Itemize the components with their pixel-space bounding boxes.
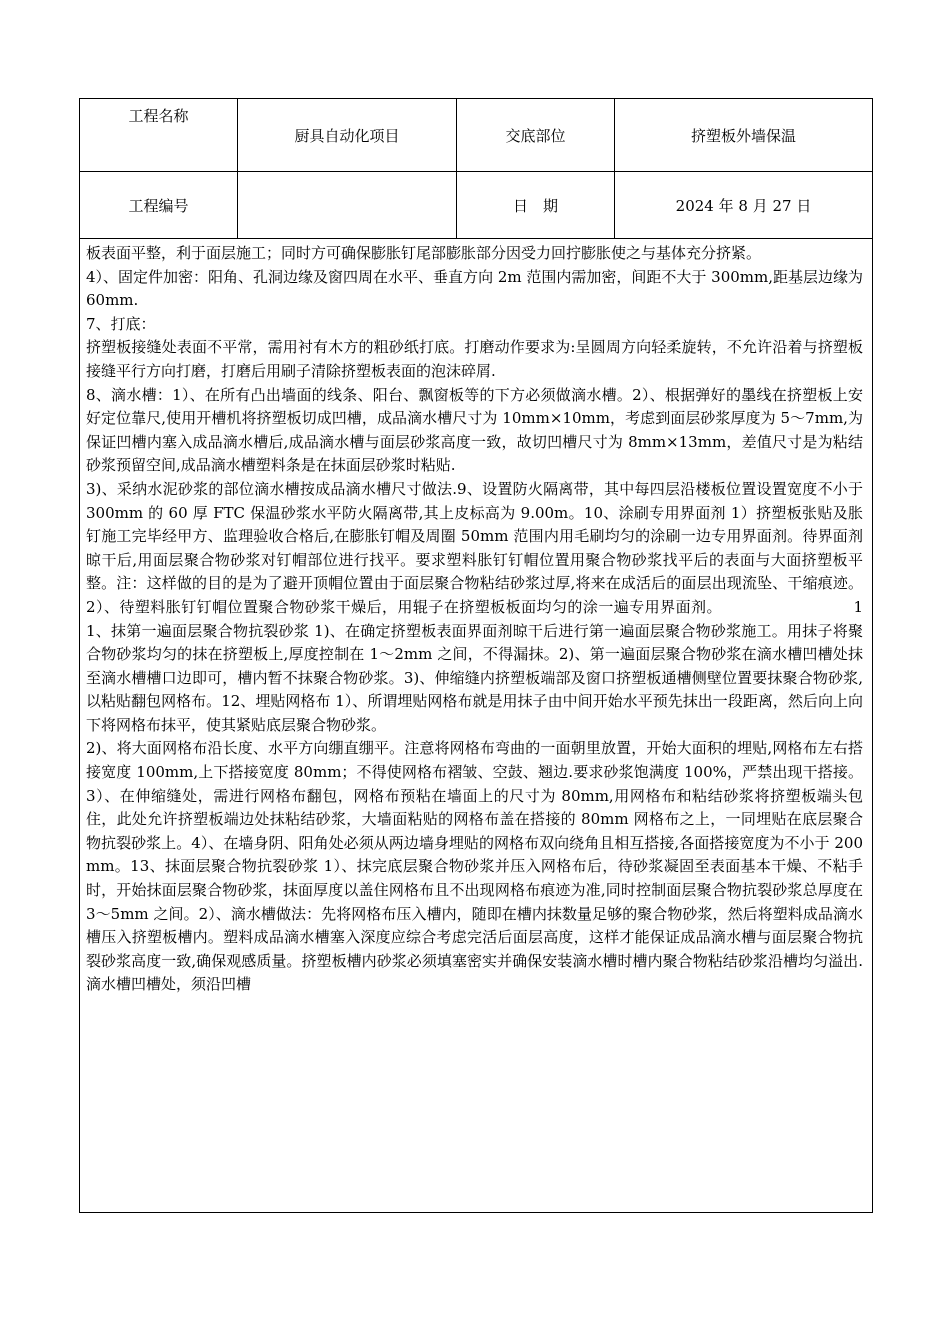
section-label: 交底部位 — [457, 99, 615, 172]
table-row-project-name — [80, 99, 873, 172]
body-paragraph: 7、打底： — [86, 314, 156, 333]
body-paragraph: 4）、固定件加密：阳角、孔洞边缘及窗四周在水平、垂直方向 2m 范围内需加密，间距不大于 300mm,距基层边缘为 60mm. — [86, 267, 863, 310]
table-row-body — [80, 239, 873, 1213]
body-paragraph: 2)、将大面网格布沿长度、水平方向绷直绷平。注意将网格布弯曲的一面朝里放置，开始大面积的埋贴,网格布左右搭接宽度 100mm,上下搭接宽度 80mm；不得使网格布褶皱、空鼓、翘边.要求砂浆饱满度 100%，严禁出现干搭接。3）、在伸缩缝处，需进行网格布翻包，网格布预粘在墙面上的尺寸为 80mm,用网格布和粘结砂浆将挤塑板端头包住，此处允许挤塑板端边处抹粘结砂浆，大墙面粘贴的网格布盖在搭接的 80mm 网格布之上，一同埋贴在底层聚合物抗裂砂浆上。4）、在墙身阴、阳角处必须从两边墙身埋贴的网格布双向绕角且相互搭接,各面搭接宽度为不小于 200mm。13、抹面层聚合物抗裂砂浆 1）、抹完底层聚合物砂浆并压入网格布后，待砂浆凝固至表面基本干燥、不粘手时，开始抹面层聚合物砂浆，抹面厚度以盖住网格布且不出现网格布痕迹为准,同时控制面层聚合物抗裂砂浆总厚度在 3～5mm 之间。2）、滴水槽做法：先将网格布压入槽内，随即在槽内抹数量足够的聚合物砂浆，然后将塑料成品滴水槽压入挤塑板槽内。塑料成品滴水槽塞入深度应综合考虑完活后面层高度，这样才能保证成品滴水槽与面层聚合物抗裂砂浆高度一致,确保观感质量。挤塑板槽内砂浆必须填塞密实并确保安装滴水槽时槽内聚合物粘结砂浆沿槽均匀溢出.滴水槽凹槽处，须沿凹槽 — [86, 739, 863, 994]
table-row-project-no — [80, 172, 873, 239]
project-no-value — [238, 172, 457, 239]
date-label: 日 期 — [457, 172, 615, 239]
project-no-label: 工程编号 — [80, 172, 238, 239]
project-name-value: 厨具自动化项目 — [238, 99, 457, 172]
body-paragraph: 3)、采纳水泥砂浆的部位滴水槽按成品滴水槽尺寸做法.9、设置防火隔离带，其中每四层沿楼板位置设置宽度不小于 300mm 的 60 厚 FTC 保温砂浆水平防火隔离带,其上皮标高为 9.00m。10、涂刷专用界面剂 1）挤塑板张贴及胀钉施工完毕经甲方、监理验收合格后,在膨胀钉帽及周圈 50mm 范围内用毛刷均匀的涂刷一边专用界面剂。待界面剂晾干后,用面层聚合物砂浆对钉帽部位进行找平。要求塑料胀钉钉帽位置用聚合物砂浆找平后的表面与大面挤塑板平整。注：这样做的目的是为了避开顶帽位置由于面层聚合物粘结砂浆过厚,将来在成活后的面层出现流坠、干缩痕迹。2）、待塑料胀钉钉帽位置聚合物砂浆干燥后，用辊子在挤塑板板面均匀的涂一遍专用界面剂。 11、抹第一遍面层聚合物抗裂砂浆 1)、在确定挤塑板表面界面剂晾干后进行第一遍面层聚合物砂浆施工。用抹子将聚合物砂浆均匀的抹在挤塑板上,厚度控制在 1～2mm 之间，不得漏抹。2)、第一遍面层聚合物砂浆在滴水槽凹槽处抹至滴水槽槽口边即可，槽内暂不抹聚合物砂浆。3)、伸缩缝内挤塑板端部及窗口挤塑板通槽侧壁位置要抹聚合物砂浆,以粘贴翻包网格布。12、埋贴网格布 1）、所谓埋贴网格布就是用抹子由中间开始水平预先抹出一段距离，然后向上向下将网格布抹平，使其紧贴底层聚合物砂浆。 — [86, 479, 863, 734]
section-value: 挤塑板外墙保温 — [615, 99, 873, 172]
body-cell — [80, 239, 873, 1213]
body-paragraph: 挤塑板接缝处表面不平常，需用衬有木方的粗砂纸打底。打磨动作要求为:呈圆周方向轻柔旋转，不允许沿着与挤塑板接缝平行方向打磨，打磨后用刷子清除挤塑板表面的泡沫碎屑. — [86, 338, 863, 380]
body-paragraph: 8、滴水槽：1）、在所有凸出墙面的线条、阳台、飘窗板等的下方必须做滴水槽。2）、根据弹好的墨线在挤塑板上安好定位靠尺,使用开槽机将挤塑板切成凹槽，成品滴水槽尺寸为 10mm×10mm，考虑到面层砂浆厚度为 5～7mm,为保证凹槽内塞入成品滴水槽后,成品滴水槽与面层砂浆高度一致，故切凹槽尺寸为 8mm×13mm，差值尺寸是为粘结砂浆预留空间,成品滴水槽塑料条是在抹面层砂浆时粘贴. — [86, 385, 863, 475]
project-name-label: 工程名称 — [80, 99, 238, 172]
body-text — [86, 242, 863, 1210]
body-paragraph: 板表面平整，利于面层施工；同时方可确保膨胀钉尾部膨胀部分因受力回拧膨胀使之与基体充分挤紧。 — [86, 244, 762, 262]
disclosure-table — [79, 98, 873, 1213]
date-value: 2024 年 8 月 27 日 — [615, 172, 873, 239]
